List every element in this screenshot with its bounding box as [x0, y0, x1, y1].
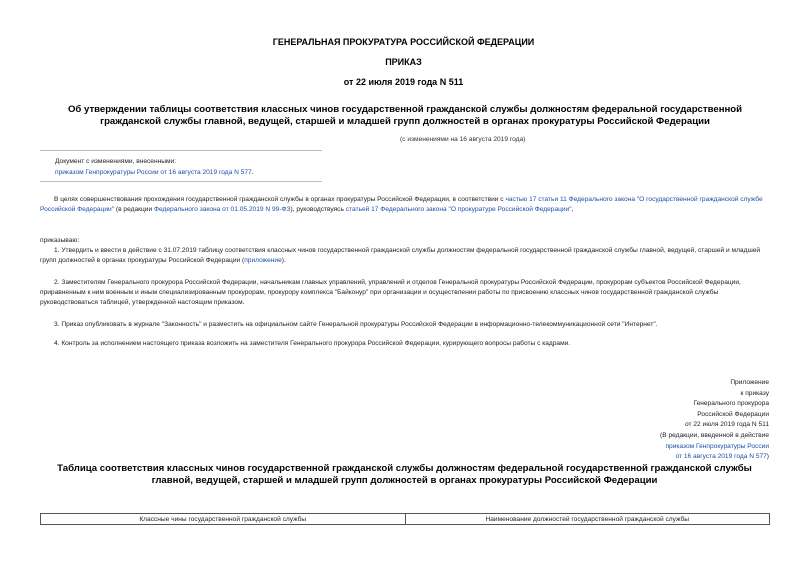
appendix-close: ) [766, 453, 769, 461]
appendix-line-5: от 22 июля 2019 года N 511 [684, 421, 769, 429]
appendix-line-4: Российской Федерации [697, 410, 769, 418]
changes-label: Документ с изменениями, внесенными: [55, 158, 177, 165]
appendix-line-3: Генерального прокурора [693, 400, 769, 408]
appendix-link[interactable]: приложение [244, 257, 282, 264]
organization-heading: ГЕНЕРАЛЬНАЯ ПРОКУРАТУРА РОССИЙСКОЙ ФЕДЕРАЦИИ [272, 37, 535, 47]
item-1-text: 1. Утвердить и ввести в действие с 31.07.2019 таблицу соответствия классных чинов государственной гражданской службы должностям федеральной государственной гражданской службы главной, ведущей, старшей и младшей групп должностей в органах прокуратуры Российской Федерации ( [40, 247, 761, 264]
table-title: Таблица соответствия классных чинов государственной гражданской службы должностям федеральной государственной гражданской службы главной, ведущей, старшей и младшей групп должностей в органах прокуратуры Российской Федерации [57, 463, 752, 486]
edition-note: (с изменениями на 16 августа 2019 года) [400, 136, 526, 143]
document-date-number: от 22 июля 2019 года N 511 [343, 77, 464, 87]
changes-top-divider [40, 150, 322, 151]
appendix-line-1: Приложение [730, 379, 769, 386]
correspondence-table [40, 513, 770, 525]
paragraph-item-1 [40, 246, 770, 266]
appendix-line-2: к приказу [740, 389, 769, 397]
appendix-link-line-1 [549, 442, 769, 453]
order-word: приказываю: [40, 237, 80, 244]
table-header-positions: Наименование должностей государственной гражданской службы [405, 514, 770, 525]
paragraph-item-2: 2. Заместителям Генерального прокурора Российской Федерации, начальникам главных управлений, управлений и отделов Генеральной прокуратуры Российской Федерации, прокурорам субъектов Российской Федерации, приравненным к ним военным и иным специализированным прокурорам, прокурору комплекса "Байконур" при организации и осуществлении работы по присвоению классных чинов государственной гражданской службы руководствоваться таблицей, утвержденной настоящим приказом. [40, 279, 741, 306]
civil-service-law-link[interactable]: частью 17 статьи 11 Федерального закона "О государственной гражданской службе Российской Федерации" [40, 196, 763, 213]
appendix-amendment-link-1[interactable]: приказом Генпрокуратуры России [665, 442, 769, 450]
paragraph-item-3: 3. Приказ опубликовать в журнале "Законность" и разместить на официальном сайте Генеральной прокуратуры Российской Федерации в информационно-телекоммуникационной сети "Интернет". [54, 321, 658, 328]
preamble-text-4: , [571, 206, 574, 213]
amendment-order-link[interactable]: приказом Генпрокуратуры России от 16 августа 2019 года N 577 [55, 169, 252, 176]
table-header-ranks: Классные чины государственной гражданской службы [41, 514, 406, 525]
appendix-link-line-2 [549, 452, 769, 463]
changes-end: . [251, 169, 254, 176]
federal-law-99-link[interactable]: Федерального закона от 01.05.2019 N 99-ФЗ [153, 206, 291, 213]
preamble-text-1: В целях совершенствования прохождения государственной гражданской службы в органах прокуратуры Российской Федерации, в соответствии с [54, 196, 506, 203]
item-1-end: ). [281, 257, 286, 264]
paragraph-preamble [40, 195, 770, 215]
changes-line [55, 167, 254, 178]
document-title: Об утверждении таблицы соответствия классных чинов государственной гражданской службы должностям федеральной государственной гражданской службы главной, ведущей, старшей и младшей групп должностей в органах прокуратуры Российской Федерации [67, 104, 743, 127]
preamble-text-3: ), руководствуясь [290, 206, 346, 213]
appendix-amendment-link-2[interactable]: от 16 августа 2019 года N 577 [675, 453, 767, 461]
appendix-line-6: (В редакции, введенной в действие [660, 431, 769, 439]
changes-block [55, 156, 254, 178]
table-header-row [41, 514, 770, 525]
prosecutor-law-link[interactable]: статьей 17 Федерального закона "О прокуратуре Российской Федерации" [345, 206, 572, 213]
preamble-text-2: (в редакции [114, 206, 154, 213]
document-type-heading: ПРИКАЗ [385, 57, 422, 67]
changes-bottom-divider [40, 181, 322, 182]
appendix-block [549, 378, 769, 463]
paragraph-item-4: 4. Контроль за исполнением настоящего приказа возложить на заместителя Генерального прокурора Российской Федерации, курирующего вопросы работы с кадрами. [54, 340, 571, 347]
